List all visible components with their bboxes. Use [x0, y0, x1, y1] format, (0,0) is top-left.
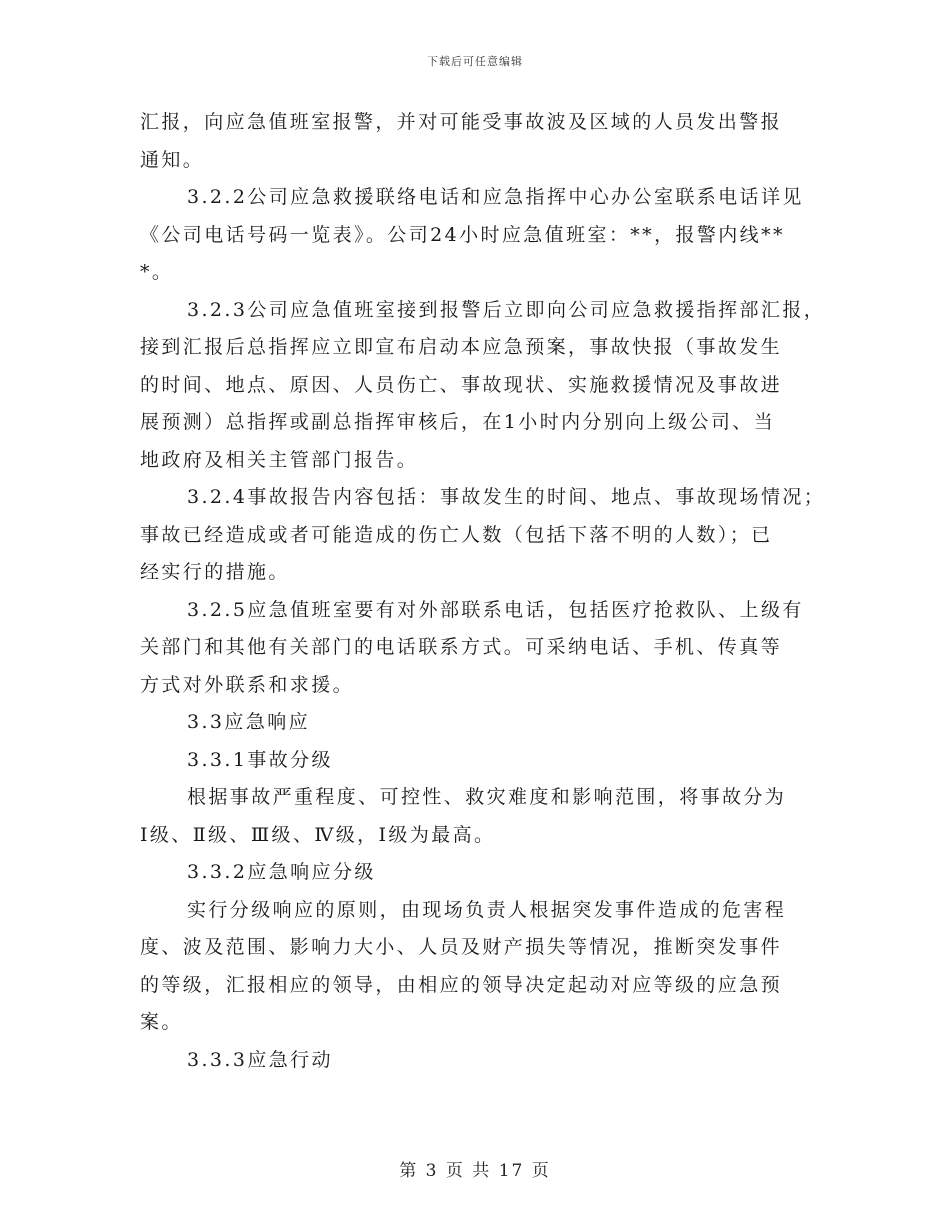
body-line: 根据事故严重程度、可控性、救灾难度和影响范围，将事故分为	[187, 786, 787, 808]
body-line: 汇报，向应急值班室报警，并对可能受事故波及区域的人员发出警报	[140, 111, 783, 133]
page-number: 第 3 页 共 17 页	[399, 1161, 551, 1181]
body-line: 地政府及相关主管部门报告。	[140, 448, 419, 471]
body-line: 3.2.3公司应急值班室接到报警后立即向公司应急救援指挥部汇报，	[187, 298, 826, 321]
body-line: 关部门和其他有关部门的电话联系方式。可采纳电话、手机、传真等	[140, 636, 783, 658]
body-line: 经实行的措施。	[140, 561, 290, 583]
section-heading: 3.3应急响应	[187, 711, 311, 733]
body-line: 3.2.2公司应急救援联络电话和应急指挥中心办公室联系电话详见	[187, 186, 804, 208]
body-line: 3.2.5应急值班室要有对外部联系电话，包括医疗抢救队、上级有	[187, 598, 804, 621]
document-body	[140, 104, 830, 1079]
section-heading: 3.3.3应急行动	[187, 1048, 333, 1071]
body-line: 的时间、地点、原因、人员伤亡、事故现状、实施救援情况及事故进	[140, 373, 783, 396]
body-line: Ⅰ级、Ⅱ级、Ⅲ级、Ⅳ级，Ⅰ级为最高。	[140, 823, 496, 846]
body-line: *。	[140, 261, 174, 283]
body-line: 案。	[140, 1011, 183, 1033]
body-line: 的等级，汇报相应的领导，由相应的领导决定起动对应等级的应急预	[140, 973, 783, 996]
body-line: 通知。	[140, 148, 205, 171]
section-heading: 3.3.1事故分级	[187, 748, 333, 771]
body-line: 事故已经造成或者可能造成的伤亡人数（包括下落不明的人数）；已	[140, 523, 773, 546]
section-heading: 3.3.2应急响应分级	[187, 861, 376, 883]
body-line: 方式对外联系和求援。	[140, 673, 355, 696]
body-line: 实行分级响应的原则，由现场负责人根据突发事件造成的危害程	[187, 898, 787, 921]
body-line: 《公司电话号码一览表》。公司24小时应急值班室：**，报警内线**	[140, 223, 785, 246]
body-line: 度、波及范围、影响力大小、人员及财产损失等情况，推断突发事件	[140, 936, 783, 958]
page-header-note: 下载后可任意编辑	[427, 55, 523, 68]
body-line: 展预测）总指挥或副总指挥审核后，在1小时内分别向上级公司、当	[140, 411, 776, 433]
body-line: 3.2.4事故报告内容包括：事故发生的时间、地点、事故现场情况；	[187, 486, 826, 508]
body-line: 接到汇报后总指挥应立即宣布启动本应急预案，事故快报（事故发生	[140, 336, 783, 358]
